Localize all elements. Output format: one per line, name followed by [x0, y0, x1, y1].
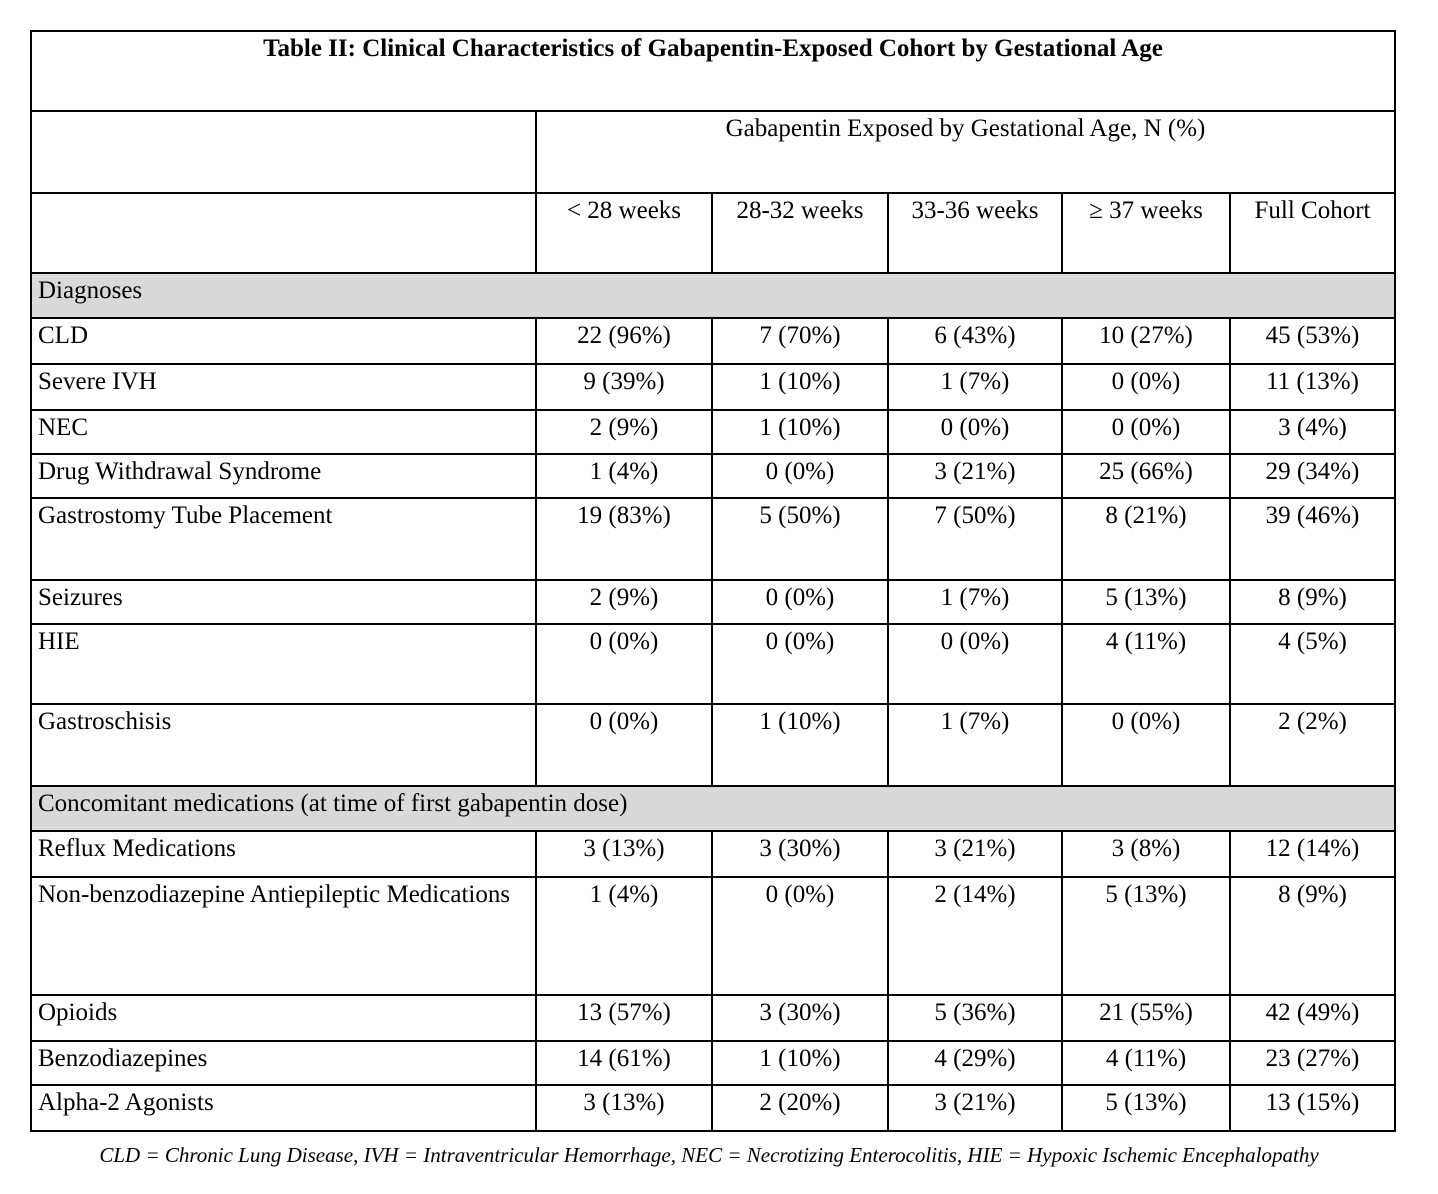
table-row	[31, 624, 1395, 704]
cell-value: 4 (11%)	[1062, 1041, 1230, 1085]
cell-value: 6 (43%)	[888, 318, 1062, 364]
cell-value: 0 (0%)	[888, 410, 1062, 454]
table-row	[31, 995, 1395, 1041]
row-label: HIE	[31, 624, 536, 704]
cell-value: 39 (46%)	[1230, 498, 1395, 580]
group-header: Gabapentin Exposed by Gestational Age, N (%)	[536, 111, 1395, 193]
cell-value: 0 (0%)	[1062, 410, 1230, 454]
cell-value: 4 (29%)	[888, 1041, 1062, 1085]
cell-value: 42 (49%)	[1230, 995, 1395, 1041]
cell-value: 1 (7%)	[888, 704, 1062, 786]
cell-value: 3 (21%)	[888, 454, 1062, 498]
cell-value: 13 (15%)	[1230, 1085, 1395, 1131]
cell-value: 2 (9%)	[536, 580, 712, 624]
cell-value: 5 (13%)	[1062, 877, 1230, 995]
column-header-full-cohort: Full Cohort	[1230, 193, 1395, 273]
section-header: Concomitant medications (at time of first gabapentin dose)	[31, 786, 1395, 831]
cell-value: 0 (0%)	[712, 877, 888, 995]
table-title: Table II: Clinical Characteristics of Gabapentin-Exposed Cohort by Gestational Age	[31, 31, 1395, 111]
column-header-lt28: < 28 weeks	[536, 193, 712, 273]
table-row	[31, 498, 1395, 580]
table-row	[31, 580, 1395, 624]
cell-value: 21 (55%)	[1062, 995, 1230, 1041]
clinical-characteristics-table	[30, 30, 1396, 1132]
cell-value: 5 (13%)	[1062, 1085, 1230, 1131]
cell-value: 1 (4%)	[536, 877, 712, 995]
cell-value: 1 (7%)	[888, 580, 1062, 624]
cell-value: 0 (0%)	[888, 624, 1062, 704]
row-label: Gastroschisis	[31, 704, 536, 786]
cell-value: 7 (50%)	[888, 498, 1062, 580]
row-label: Non-benzodiazepine Antiepileptic Medications	[31, 877, 536, 995]
cell-value: 0 (0%)	[712, 624, 888, 704]
row-label: NEC	[31, 410, 536, 454]
row-label: Gastrostomy Tube Placement	[31, 498, 536, 580]
cell-value: 19 (83%)	[536, 498, 712, 580]
cell-value: 5 (50%)	[712, 498, 888, 580]
column-header-row	[31, 193, 1395, 273]
table-row	[31, 704, 1395, 786]
cell-value: 0 (0%)	[536, 704, 712, 786]
cell-value: 4 (5%)	[1230, 624, 1395, 704]
cell-value: 0 (0%)	[1062, 704, 1230, 786]
cell-value: 1 (4%)	[536, 454, 712, 498]
cell-value: 3 (4%)	[1230, 410, 1395, 454]
cell-value: 2 (2%)	[1230, 704, 1395, 786]
table-row	[31, 454, 1395, 498]
cell-value: 23 (27%)	[1230, 1041, 1395, 1085]
cell-value: 3 (30%)	[712, 831, 888, 877]
cell-value: 11 (13%)	[1230, 364, 1395, 410]
footnote: CLD = Chronic Lung Disease, IVH = Intraventricular Hemorrhage, NEC = Necrotizing Enterocolitis, HIE = Hypoxic Ischemic Encephalopathy	[99, 1143, 1319, 1167]
cell-value: 3 (8%)	[1062, 831, 1230, 877]
cell-value: 2 (20%)	[712, 1085, 888, 1131]
cell-value: 2 (14%)	[888, 877, 1062, 995]
cell-value: 8 (21%)	[1062, 498, 1230, 580]
group-header-row	[31, 111, 1395, 193]
section-row	[31, 786, 1395, 831]
table-row	[31, 318, 1395, 364]
row-label: Reflux Medications	[31, 831, 536, 877]
table-row	[31, 877, 1395, 995]
column-header-ge37: ≥ 37 weeks	[1062, 193, 1230, 273]
cell-value: 5 (36%)	[888, 995, 1062, 1041]
cell-value: 22 (96%)	[536, 318, 712, 364]
cell-value: 1 (10%)	[712, 410, 888, 454]
cell-value: 0 (0%)	[712, 454, 888, 498]
table-row	[31, 364, 1395, 410]
cell-value: 14 (61%)	[536, 1041, 712, 1085]
section-header: Diagnoses	[31, 273, 1395, 318]
cell-value: 45 (53%)	[1230, 318, 1395, 364]
cell-value: 8 (9%)	[1230, 580, 1395, 624]
empty-header-cell	[31, 193, 536, 273]
table-row	[31, 410, 1395, 454]
empty-header-cell	[31, 111, 536, 193]
cell-value: 5 (13%)	[1062, 580, 1230, 624]
cell-value: 12 (14%)	[1230, 831, 1395, 877]
cell-value: 13 (57%)	[536, 995, 712, 1041]
title-row	[31, 31, 1395, 111]
cell-value: 3 (30%)	[712, 995, 888, 1041]
cell-value: 0 (0%)	[1062, 364, 1230, 410]
cell-value: 29 (34%)	[1230, 454, 1395, 498]
cell-value: 0 (0%)	[712, 580, 888, 624]
cell-value: 9 (39%)	[536, 364, 712, 410]
cell-value: 3 (13%)	[536, 831, 712, 877]
table-row	[31, 1085, 1395, 1131]
cell-value: 3 (13%)	[536, 1085, 712, 1131]
row-label: Severe IVH	[31, 364, 536, 410]
cell-value: 2 (9%)	[536, 410, 712, 454]
cell-value: 1 (10%)	[712, 704, 888, 786]
cell-value: 7 (70%)	[712, 318, 888, 364]
cell-value: 3 (21%)	[888, 831, 1062, 877]
cell-value: 1 (7%)	[888, 364, 1062, 410]
cell-value: 1 (10%)	[712, 1041, 888, 1085]
row-label: Benzodiazepines	[31, 1041, 536, 1085]
row-label: Drug Withdrawal Syndrome	[31, 454, 536, 498]
table-row	[31, 831, 1395, 877]
cell-value: 1 (10%)	[712, 364, 888, 410]
cell-value: 25 (66%)	[1062, 454, 1230, 498]
cell-value: 4 (11%)	[1062, 624, 1230, 704]
cell-value: 8 (9%)	[1230, 877, 1395, 995]
cell-value: 10 (27%)	[1062, 318, 1230, 364]
cell-value: 3 (21%)	[888, 1085, 1062, 1131]
row-label: Opioids	[31, 995, 536, 1041]
column-header-33-36: 33-36 weeks	[888, 193, 1062, 273]
row-label: Alpha-2 Agonists	[31, 1085, 536, 1131]
row-label: CLD	[31, 318, 536, 364]
row-label: Seizures	[31, 580, 536, 624]
section-row	[31, 273, 1395, 318]
cell-value: 0 (0%)	[536, 624, 712, 704]
table-row	[31, 1041, 1395, 1085]
column-header-28-32: 28-32 weeks	[712, 193, 888, 273]
